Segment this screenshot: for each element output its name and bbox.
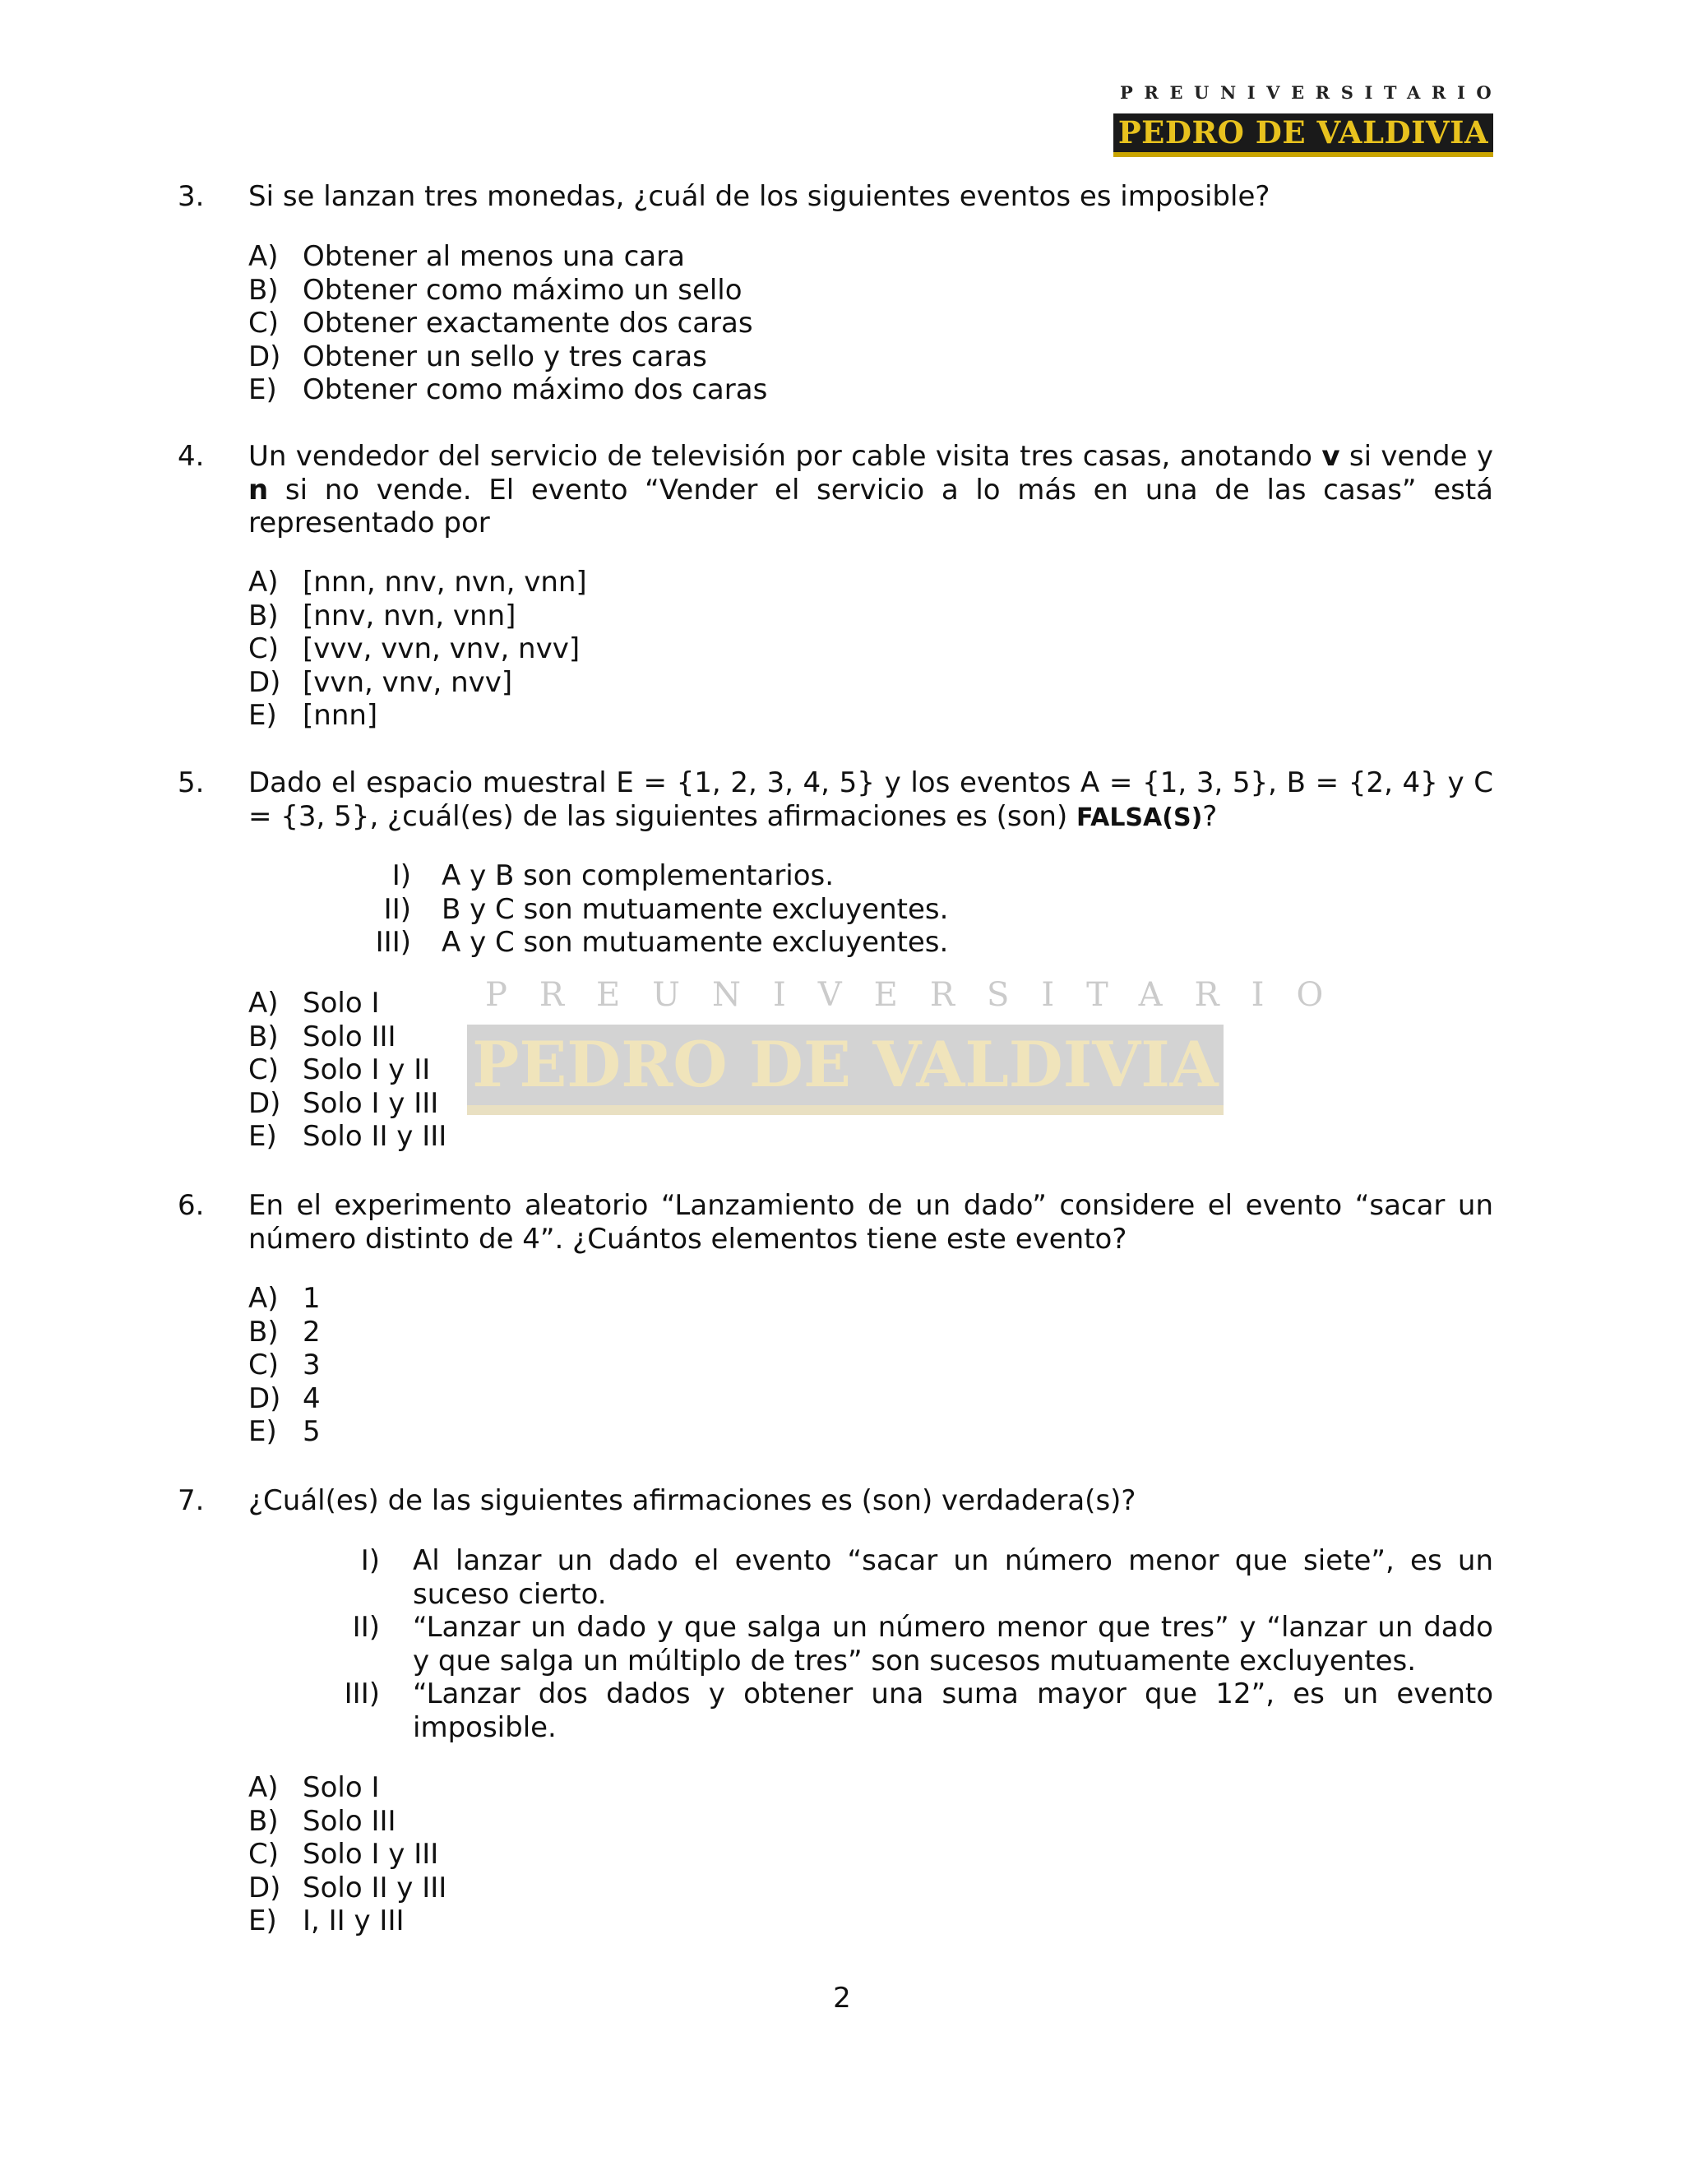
- option-c: C) 3: [248, 1349, 321, 1381]
- option-d: D) Solo I y III: [248, 1086, 439, 1120]
- statement-iii: III) A y C son mutuamente excluyentes.: [375, 926, 949, 959]
- logo-title: PEDRO DE VALDIVIA: [1113, 113, 1493, 157]
- page-number: 2: [833, 1982, 851, 2015]
- question-text: Un vendedor del servicio de televisión por cable visita tres casas, anotando v si vende y n si no vende. El evento “Vender el servicio a lo más en una de las casas” está representado por: [248, 440, 1494, 539]
- option-b: B) Obtener como máximo un sello: [248, 273, 743, 307]
- header-logo: [1113, 82, 1503, 157]
- option-d: D) Solo II y III: [248, 1871, 447, 1904]
- option-e: E) Obtener como máximo dos caras: [248, 373, 768, 406]
- question-number: 6.: [178, 1189, 205, 1222]
- option-d: D) [vvn, vnv, nvv]: [248, 665, 513, 699]
- option-e: E) I, II y III: [248, 1904, 405, 1937]
- option-d: D) 4: [248, 1381, 321, 1415]
- answer-options: [248, 1771, 446, 1938]
- answer-options: [248, 987, 446, 1154]
- option-c: C) [vvv, vvn, vnv, nvv]: [248, 632, 581, 665]
- question-text: En el experimento aleatorio “Lanzamiento de un dado” considere el evento “sacar un número distinto de 4”. ¿Cuántos elementos tiene este evento?: [248, 1189, 1493, 1256]
- option-b: B) Solo III: [248, 1020, 396, 1053]
- option-d: D) Obtener un sello y tres caras: [248, 340, 707, 373]
- option-b: B) [nnv, nvn, vnn]: [248, 599, 516, 632]
- watermark-title: PEDRO DE VALDIVIA: [467, 1025, 1224, 1115]
- option-a: A) Obtener al menos una cara: [248, 240, 685, 273]
- option-a: A) 1: [248, 1282, 321, 1315]
- question-number: 3.: [178, 180, 205, 213]
- option-e: E) Solo II y III: [248, 1120, 447, 1153]
- question-number: 5.: [178, 766, 205, 799]
- option-a: A) Solo I: [248, 1771, 380, 1804]
- question-number: 7.: [178, 1484, 205, 1517]
- answer-options: [248, 566, 587, 733]
- option-c: C) Obtener exactamente dos caras: [248, 307, 753, 340]
- option-c: C) Solo I y II: [248, 1053, 431, 1086]
- question-text: Si se lanzan tres monedas, ¿cuál de los siguientes eventos es imposible?: [248, 180, 1270, 213]
- question-text: ¿Cuál(es) de las siguientes afirmaciones es (son) verdadera(s)?: [248, 1484, 1136, 1517]
- option-a: A) Solo I: [248, 987, 380, 1020]
- statement-i: I) A y B son complementarios.: [391, 859, 835, 892]
- option-e: E) [nnn]: [248, 699, 378, 732]
- option-c: C) Solo I y III: [248, 1838, 439, 1871]
- statement-ii: II) B y C son mutuamente excluyentes.: [383, 892, 949, 926]
- option-b: B) Solo III: [248, 1804, 396, 1838]
- question-number: 4.: [178, 440, 205, 473]
- option-a: A) [nnn, nnv, nvn, vnn]: [248, 566, 587, 599]
- option-e: E) 5: [248, 1415, 321, 1448]
- watermark: [467, 976, 1356, 1115]
- watermark-subtitle: PREUNIVERSITARIO: [485, 976, 1356, 1014]
- question-text: Dado el espacio muestral E = {1, 2, 3, 4, 5} y los eventos A = {1, 3, 5}, B = {2, 4} y C = {3, 5}, ¿cuál(es) de las siguientes afirmaciones es (son) FALSA(S)?: [248, 766, 1493, 833]
- answer-options: [248, 1282, 321, 1449]
- logo-subtitle: PREUNIVERSITARIO: [1120, 82, 1503, 103]
- answer-options: [248, 240, 767, 407]
- option-b: B) 2: [248, 1315, 321, 1349]
